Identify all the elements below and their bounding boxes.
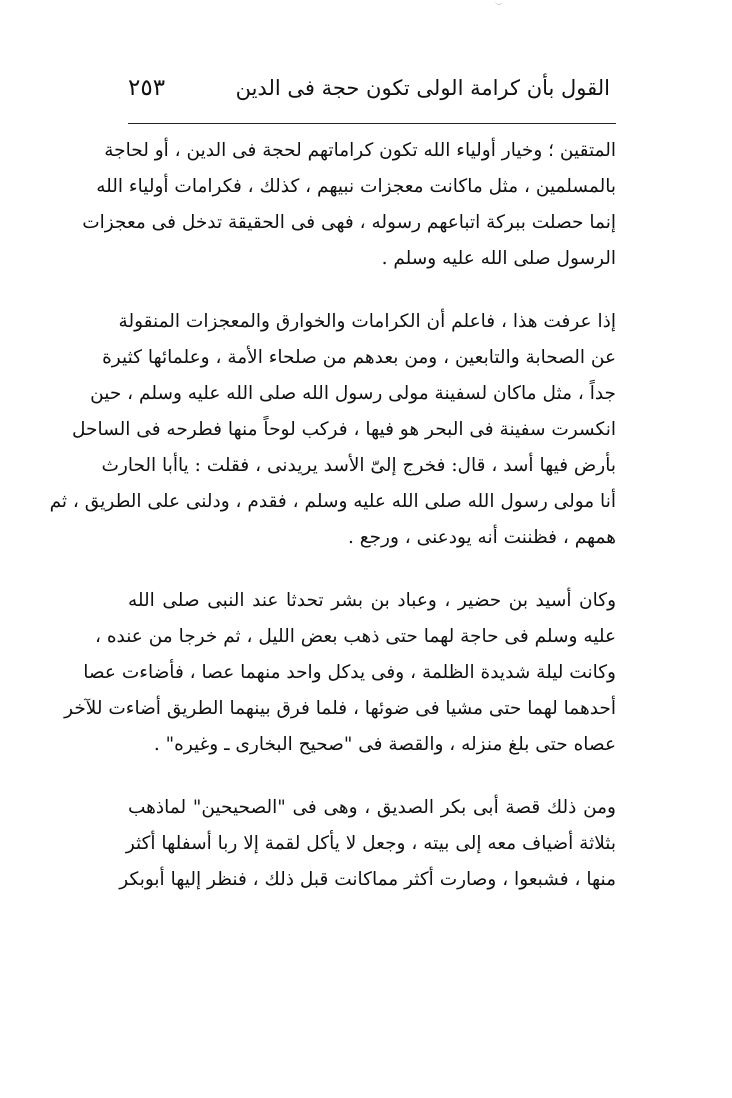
body-text (49, 133, 616, 898)
text-line: عصاه حتى بلغ منزله ، والقصة فى "صحيح البخارى ـ وغيره" . (153, 734, 616, 755)
paragraph-4 (119, 790, 616, 898)
text-line: المتقين ؛ وخيار أولياء الله تكون كراماتهم لحجة فى الدين ، أو لحاجة (104, 140, 616, 161)
header-divider (128, 123, 616, 124)
text-line: بثلاثة أضياف معه إلى بيته ، وجعل لا يأكل لقمة إلا ربا أسفلها أكثر (125, 833, 616, 854)
text-line: وكانت ليلة شديدة الظلمة ، وفى يدكل واحد منهما عصا ، فأضاءت عصا (83, 662, 616, 683)
text-line: جداً ، مثل ماكان لسفينة مولى رسول الله صلى الله عليه وسلم ، حين (90, 383, 616, 404)
text-line: بأرض فيها أسد ، قال: فخرج إلىّ الأسد يريدنى ، فقلت : ياأبا الحارث (101, 455, 616, 476)
paragraph-1 (82, 133, 616, 277)
text-line: عن الصحابة والتابعين ، ومن بعدهم من صلحاء الأمة ، وعلمائها كثيرة (102, 347, 616, 368)
paragraph-3 (64, 583, 616, 763)
text-line: بالمسلمين ، مثل ماكانت معجزات نبيهم ، كذلك ، فكرامات أولياء الله (96, 176, 616, 197)
text-line: أنا مولى رسول الله صلى الله عليه وسلم ، فقدم ، ودلنى على الطريق ، ثم (49, 491, 616, 512)
text-line: همهم ، فظننت أنه يودعنى ، ورجع . (348, 527, 616, 548)
page-number: ٢٥٣ (128, 75, 166, 101)
running-header-title: القول بأن كرامة الولى تكون حجة فى الدين (235, 76, 610, 100)
text-line: انكسرت سفينة فى البحر هو فيها ، فركب لوحاً منها فطرحه فى الساحل (72, 419, 616, 440)
text-line: إذا عرفت هذا ، فاعلم أن الكرامات والخوارق والمعجزات المنقولة (118, 311, 616, 332)
running-header (128, 68, 610, 108)
text-line: أحدهما لهما حتى مشيا فى ضوئها ، فلما فرق بينهما الطريق أضاءت للآخر (64, 698, 616, 719)
text-line: ومن ذلك قصة أبى بكر الصديق ، وهى فى "الصحيحين" لماذهب (128, 797, 616, 818)
text-line: إنما حصلت ببركة اتباعهم رسوله ، فهى فى الحقيقة تدخل فى معجزات (82, 212, 616, 233)
page-edge-mark (495, 0, 503, 5)
text-line: منها ، فشبعوا ، وصارت أكثر مماكانت قبل ذلك ، فنظر إليها أبوبكر (119, 869, 616, 890)
paragraph-2 (49, 304, 616, 556)
text-line: الرسول صلى الله عليه وسلم . (381, 248, 616, 269)
text-line: وكان أسيد بن حضير ، وعباد بن بشر تحدثا عند النبى صلى الله (128, 590, 616, 611)
text-line: عليه وسلم فى حاجة لهما حتى ذهب بعض الليل ، ثم خرجا من عنده ، (94, 626, 616, 647)
